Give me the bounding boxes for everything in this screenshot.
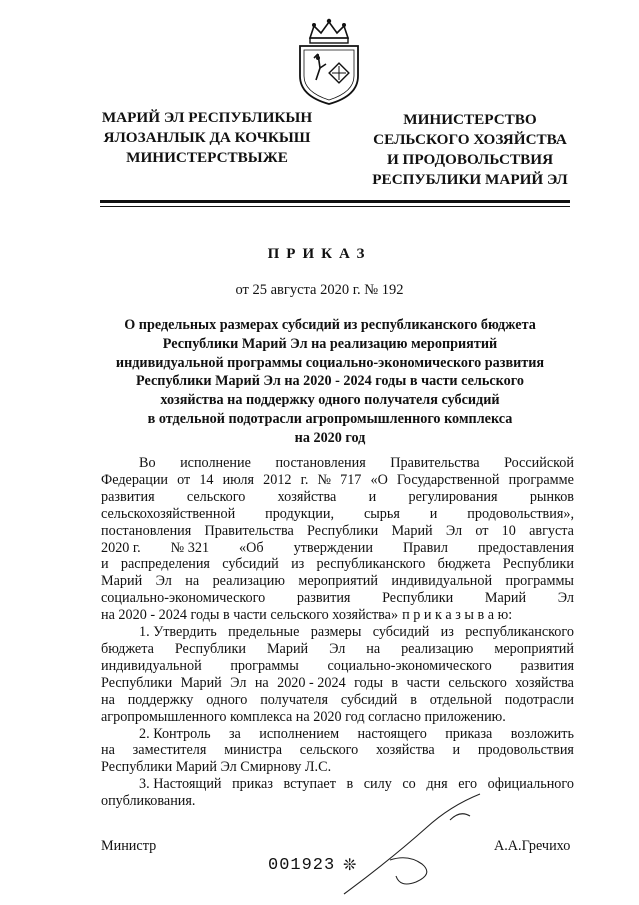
body-word: в bbox=[346, 776, 354, 793]
body-word: на bbox=[185, 573, 200, 590]
document-heading bbox=[80, 316, 580, 448]
body-line bbox=[101, 692, 574, 709]
body-word: и bbox=[452, 742, 461, 759]
body-word: продовольствия bbox=[477, 742, 574, 759]
body-word: Эл bbox=[329, 640, 346, 657]
header-left-block bbox=[84, 108, 330, 168]
body-word: на bbox=[101, 742, 115, 759]
body-line bbox=[101, 624, 574, 641]
body-word: программы bbox=[230, 657, 299, 674]
body-word: за bbox=[228, 725, 241, 742]
body-word: от bbox=[177, 471, 191, 488]
header-right-block bbox=[350, 110, 590, 190]
body-word: развития bbox=[101, 488, 155, 505]
body-word: Марий bbox=[391, 522, 433, 539]
body-word: на bbox=[366, 640, 381, 657]
body-word: Эл bbox=[230, 674, 247, 691]
body-word: части bbox=[406, 674, 440, 691]
body-word: годы bbox=[354, 674, 383, 691]
body-line bbox=[101, 556, 574, 573]
body-word: субсидий bbox=[222, 556, 279, 573]
body-word: на bbox=[101, 691, 115, 708]
body-word: продукции, bbox=[265, 505, 335, 522]
body-word: Во bbox=[139, 455, 156, 471]
body-word: распределения bbox=[120, 556, 210, 573]
body-word: республиканского bbox=[465, 624, 574, 641]
body-line bbox=[101, 489, 574, 506]
body-word: из bbox=[440, 624, 454, 641]
body-word: г. bbox=[300, 471, 309, 488]
body-word: Российской bbox=[504, 455, 574, 471]
body-word: 2. Контроль bbox=[139, 725, 211, 742]
body-line bbox=[101, 675, 574, 692]
body-word: из bbox=[291, 556, 305, 573]
body-word: субсидий bbox=[340, 691, 398, 708]
body-word: № 321 bbox=[170, 539, 210, 556]
body-word: постановления bbox=[275, 455, 366, 471]
body-line bbox=[101, 607, 574, 624]
body-word: программы bbox=[505, 573, 574, 590]
body-word: продовольствия», bbox=[467, 505, 574, 522]
body-word: индивидуальной bbox=[391, 573, 493, 590]
body-word: одного bbox=[206, 691, 248, 708]
body-word: социально-экономического bbox=[327, 657, 492, 674]
header-right-line: РЕСПУБЛИКИ МАРИЙ ЭЛ bbox=[372, 171, 568, 188]
header-right-line: МИНИСТЕРСТВО bbox=[403, 111, 537, 128]
heading-line: индивидуальной программы социально-экономического развития bbox=[115, 354, 545, 371]
document-serial-number: 001923 bbox=[268, 856, 336, 875]
body-word: приказ bbox=[232, 776, 273, 793]
body-word: Марий bbox=[266, 640, 309, 657]
body-word: программе bbox=[508, 471, 574, 488]
body-word: Марий bbox=[101, 573, 143, 590]
body-word: республиканского bbox=[316, 556, 426, 573]
body-word: развития bbox=[520, 657, 574, 674]
body-word: 2020 г. bbox=[101, 539, 141, 556]
body-word: со bbox=[402, 776, 416, 793]
body-word: № bbox=[317, 471, 332, 488]
body-word: утверждении bbox=[293, 539, 373, 556]
body-word: 2012 bbox=[263, 471, 292, 488]
body-line bbox=[101, 726, 574, 743]
body-word: вступает bbox=[283, 776, 336, 793]
body-line bbox=[101, 472, 574, 489]
coat-of-arms-icon bbox=[296, 18, 362, 106]
body-line bbox=[101, 573, 574, 590]
body-line bbox=[101, 742, 574, 759]
header-left-line: МИНИСТЕРСТВЫЖЕ bbox=[126, 149, 288, 166]
body-word: августа bbox=[529, 522, 574, 539]
header-right-line: СЕЛЬСКОГО ХОЗЯЙСТВА bbox=[373, 131, 567, 148]
body-word: «О bbox=[370, 471, 388, 488]
body-word: агропромышленного комплекса на 2020 год согласно приложению. bbox=[101, 708, 506, 725]
body-word: предоставления bbox=[477, 539, 574, 556]
body-word: Правил bbox=[402, 539, 448, 556]
body-word: реализацию bbox=[401, 640, 474, 657]
signatory-position: Министр bbox=[101, 838, 157, 854]
body-word: развития bbox=[296, 590, 351, 607]
body-line bbox=[101, 658, 574, 675]
body-word: Эл bbox=[557, 590, 574, 607]
body-word: 3. Настоящий bbox=[139, 776, 222, 793]
body-word: Правительства bbox=[204, 522, 294, 539]
body-word: сельского bbox=[186, 488, 246, 505]
body-word: хозяйства bbox=[277, 488, 337, 505]
body-word: Республики bbox=[382, 590, 454, 607]
body-word: 10 bbox=[501, 522, 516, 539]
body-line bbox=[101, 523, 574, 540]
document-date-number: от 25 августа 2020 г. № 192 bbox=[235, 282, 404, 298]
body-word: социально-экономического bbox=[101, 590, 266, 607]
body-word: субсидий bbox=[372, 624, 430, 641]
body-word: Эл bbox=[445, 522, 463, 539]
body-word: и bbox=[101, 556, 109, 573]
body-word: Марий bbox=[484, 590, 527, 607]
body-word: индивидуальной bbox=[101, 657, 202, 674]
document-title: ПРИКАЗ bbox=[267, 246, 372, 262]
body-word: сельскохозяйственной bbox=[101, 505, 236, 522]
body-line bbox=[101, 455, 574, 472]
body-line bbox=[101, 540, 574, 557]
header-divider-thick bbox=[100, 200, 570, 203]
body-word: п р и к а з ы в а ю: bbox=[402, 607, 513, 624]
body-word: хозяйства bbox=[515, 674, 574, 691]
header-right-line: И ПРОДОВОЛЬСТВИЯ bbox=[386, 151, 554, 168]
body-word: Федерации bbox=[101, 471, 169, 488]
body-word: 717 bbox=[340, 471, 362, 488]
body-word: Республики bbox=[307, 522, 379, 539]
body-word: на 2020 - 2024 годы в части сельского хозяйства» bbox=[101, 607, 399, 624]
body-line bbox=[101, 709, 574, 726]
heading-line: на 2020 год bbox=[294, 429, 366, 446]
body-word: постановления bbox=[101, 522, 192, 539]
body-word: силу bbox=[363, 776, 392, 793]
body-line bbox=[101, 590, 574, 607]
body-word: сельского bbox=[299, 742, 359, 759]
star-icon: ❊ bbox=[343, 857, 357, 874]
body-word: предельные bbox=[228, 624, 300, 641]
body-word: получателя bbox=[260, 691, 329, 708]
body-word: рынков bbox=[529, 488, 574, 505]
body-word: 2020 - 2024 bbox=[277, 674, 346, 691]
body-word: Государственной bbox=[396, 471, 500, 488]
body-word: июля bbox=[222, 471, 255, 488]
body-word: 14 bbox=[199, 471, 214, 488]
body-word: заместителя bbox=[132, 742, 207, 759]
body-word: исполнением bbox=[259, 725, 340, 742]
body-word: министра bbox=[224, 742, 283, 759]
body-word: Правительства bbox=[390, 455, 480, 471]
body-word: отдельной bbox=[429, 691, 492, 708]
body-word: на bbox=[254, 674, 269, 691]
body-word: «Об bbox=[239, 539, 264, 556]
body-word: опубликования. bbox=[101, 793, 196, 810]
body-word: мероприятий bbox=[494, 640, 574, 657]
body-word: возложить bbox=[510, 725, 574, 742]
body-word: настоящего bbox=[357, 725, 427, 742]
body-word: Республики bbox=[101, 674, 173, 691]
body-word: мероприятий bbox=[298, 573, 378, 590]
body-word: в bbox=[391, 674, 399, 691]
body-word: его bbox=[458, 776, 478, 793]
body-word: в bbox=[410, 691, 417, 708]
body-word: от bbox=[475, 522, 489, 539]
header-divider-thin bbox=[100, 206, 570, 207]
body-word: бюджета bbox=[437, 556, 491, 573]
handwritten-signature bbox=[330, 790, 500, 900]
body-line bbox=[101, 506, 574, 523]
body-word: хозяйства bbox=[376, 742, 435, 759]
body-word: подотрасли bbox=[504, 691, 574, 708]
body-word: официального bbox=[487, 776, 574, 793]
heading-line: Республики Марий Эл на 2020 - 2024 годы в части сельского bbox=[136, 373, 524, 390]
body-word: реализацию bbox=[212, 573, 285, 590]
signatory-name: А.А.Гречихо bbox=[494, 838, 571, 854]
heading-line: Республики Марий Эл на реализацию мероприятий bbox=[162, 335, 498, 352]
document-body bbox=[101, 455, 574, 810]
header-left-line: ЯЛОЗАНЛЫК ДА КОЧКЫШ bbox=[103, 129, 311, 146]
heading-line: хозяйства на поддержку одного получателя субсидий bbox=[160, 392, 500, 409]
body-word: сельского bbox=[448, 674, 507, 691]
body-word: и bbox=[429, 505, 438, 522]
body-word: Республики bbox=[174, 640, 247, 657]
body-word: бюджета bbox=[101, 640, 154, 657]
body-line bbox=[101, 759, 574, 776]
body-word: и bbox=[368, 488, 377, 505]
body-word: регулирования bbox=[408, 488, 498, 505]
body-word: поддержку bbox=[127, 691, 194, 708]
body-word: сырья bbox=[363, 505, 400, 522]
body-word: Марий bbox=[180, 674, 222, 691]
body-word: Республики bbox=[502, 556, 574, 573]
body-word: исполнение bbox=[180, 455, 251, 471]
body-word: Эл bbox=[155, 573, 172, 590]
header-left-line: МАРИЙ ЭЛ РЕСПУБЛИКЫН bbox=[101, 109, 313, 126]
heading-line: О предельных размерах субсидий из республиканского бюджета bbox=[124, 317, 536, 333]
body-line bbox=[101, 641, 574, 658]
body-word: дня bbox=[426, 776, 448, 793]
body-word: Республики Марий Эл Смирнову Л.С. bbox=[101, 759, 332, 776]
body-word: размеры bbox=[310, 624, 362, 641]
heading-line: в отдельной подотрасли агропромышленного комплекса bbox=[147, 410, 513, 427]
body-word: 1. Утвердить bbox=[139, 624, 217, 641]
body-word: приказа bbox=[445, 725, 493, 742]
